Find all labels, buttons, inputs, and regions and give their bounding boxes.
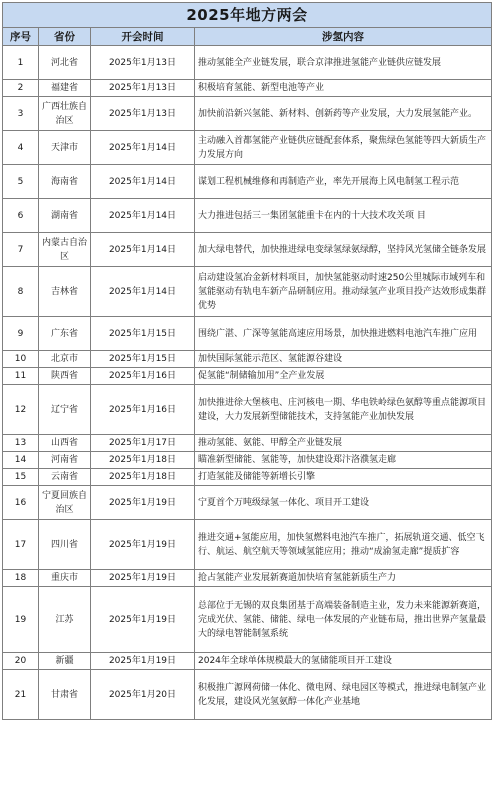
cell-content: 2024年全球单体规模最大的氢储能项目开工建设 [195,653,492,670]
cell-province: 河南省 [39,452,91,469]
cell-content: 启动建设氢冶金新材料项目，加快氢能驱动时速250公里城际市域列车和氢能驱动有轨电车新产品研制应用。推动绿氢产业项目投产达效形成集群优势 [195,267,492,317]
cell-date: 2025年1月18日 [91,452,195,469]
cell-province: 北京市 [39,351,91,368]
cell-no: 21 [3,670,39,720]
cell-date: 2025年1月15日 [91,317,195,351]
table-body [3,46,492,720]
cell-no: 19 [3,587,39,653]
cell-date: 2025年1月13日 [91,46,195,80]
cell-content: 打造氢能及储能等新增长引擎 [195,469,492,486]
cell-date: 2025年1月14日 [91,267,195,317]
cell-province: 甘肃省 [39,670,91,720]
cell-province: 天津市 [39,131,91,165]
cell-content: 围绕广湛、广深等氢能高速应用场景，加快推进燃料电池汽车推广应用 [195,317,492,351]
two-sessions-table [2,2,492,720]
cell-date: 2025年1月20日 [91,670,195,720]
cell-content: 主动融入首都氢能产业链供应链配套体系，聚焦绿色氢能等四大新质生产力发展方向 [195,131,492,165]
cell-province: 宁夏回族自治区 [39,486,91,520]
table-row [3,435,492,452]
cell-no: 3 [3,97,39,131]
table-row [3,486,492,520]
cell-date: 2025年1月19日 [91,570,195,587]
cell-content: 推动氢能、氨能、甲醇全产业链发展 [195,435,492,452]
cell-province: 湖南省 [39,199,91,233]
cell-province: 广东省 [39,317,91,351]
cell-no: 20 [3,653,39,670]
cell-no: 17 [3,520,39,570]
cell-no: 15 [3,469,39,486]
table-row [3,165,492,199]
cell-content: 加快推进徐大堡核电、庄河核电一期、华电铁岭绿色氨醇等重点能源项目建设，大力发展新型储能技术，支持氢能产业加快发展 [195,385,492,435]
cell-no: 10 [3,351,39,368]
cell-no: 12 [3,385,39,435]
table-row [3,385,492,435]
cell-no: 14 [3,452,39,469]
header-row [3,28,492,46]
cell-no: 5 [3,165,39,199]
cell-date: 2025年1月14日 [91,233,195,267]
cell-no: 7 [3,233,39,267]
table-row [3,46,492,80]
cell-content: 大力推进包括三一集团氢能重卡在内的十大技术攻关项 目 [195,199,492,233]
cell-province: 吉林省 [39,267,91,317]
cell-no: 13 [3,435,39,452]
cell-province: 云南省 [39,469,91,486]
cell-no: 4 [3,131,39,165]
table-row [3,199,492,233]
cell-content: 宁夏首个万吨级绿氢一体化、项目开工建设 [195,486,492,520]
cell-province: 新疆 [39,653,91,670]
cell-province: 内蒙古自治区 [39,233,91,267]
header-content: 涉氢内容 [195,28,492,46]
table-row [3,97,492,131]
table-container [2,2,491,720]
cell-date: 2025年1月15日 [91,351,195,368]
cell-no: 18 [3,570,39,587]
cell-date: 2025年1月18日 [91,469,195,486]
cell-province: 江苏 [39,587,91,653]
cell-province: 陕西省 [39,368,91,385]
cell-date: 2025年1月19日 [91,520,195,570]
cell-no: 2 [3,80,39,97]
table-row [3,520,492,570]
cell-content: 推进交通+氢能应用，加快氢燃料电池汽车推广，拓展轨道交通、低空飞行、航运、航空航天等领域氢能应用；推动“成渝氢走廊”提质扩容 [195,520,492,570]
cell-no: 16 [3,486,39,520]
cell-content: 总部位于无锡的双良集团基于高端装备制造主业，发力未来能源新赛道，完成光伏、氢能、储能、绿电一体发展的产业链布局，推出世界产氢量最大的绿电智能制氢系统 [195,587,492,653]
table-title: 2025年地方两会 [3,3,492,28]
cell-content: 推动氢能全产业链发展，联合京津推进氢能产业链供应链发展 [195,46,492,80]
cell-province: 山西省 [39,435,91,452]
table-row [3,317,492,351]
table-row [3,351,492,368]
cell-province: 四川省 [39,520,91,570]
cell-date: 2025年1月19日 [91,486,195,520]
table-row [3,469,492,486]
cell-no: 6 [3,199,39,233]
cell-province: 重庆市 [39,570,91,587]
cell-no: 8 [3,267,39,317]
cell-date: 2025年1月16日 [91,368,195,385]
table-row [3,587,492,653]
cell-no: 11 [3,368,39,385]
cell-content: 谋划工程机械维修和再制造产业，率先开展海上风电制氢工程示范 [195,165,492,199]
cell-province: 海南省 [39,165,91,199]
header-no: 序号 [3,28,39,46]
cell-content: 瞄准新型储能、氢能等，加快建设郑汴洛濮氢走廊 [195,452,492,469]
table-row [3,570,492,587]
cell-content: 加快国际氢能示范区、氢能源谷建设 [195,351,492,368]
cell-content: 积极培育氢能、新型电池等产业 [195,80,492,97]
cell-content: 加快前沿新兴氢能、新材料、创新药等产业发展，大力发展氢能产业。 [195,97,492,131]
cell-province: 河北省 [39,46,91,80]
cell-content: 积极推广源网荷储一体化、微电网、绿电园区等模式，推进绿电制氢产业化发展，建设风光氢氨醇一体化产业基地 [195,670,492,720]
cell-province: 福建省 [39,80,91,97]
table-row [3,233,492,267]
header-province: 省份 [39,28,91,46]
table-row [3,653,492,670]
cell-content: 抢占氢能产业发展新赛道加快培育氢能新质生产力 [195,570,492,587]
table-row [3,80,492,97]
cell-date: 2025年1月16日 [91,385,195,435]
cell-no: 1 [3,46,39,80]
table-row [3,368,492,385]
table-row [3,452,492,469]
cell-province: 广西壮族自治区 [39,97,91,131]
cell-date: 2025年1月13日 [91,97,195,131]
cell-date: 2025年1月19日 [91,587,195,653]
cell-date: 2025年1月17日 [91,435,195,452]
cell-no: 9 [3,317,39,351]
cell-province: 辽宁省 [39,385,91,435]
header-date: 开会时间 [91,28,195,46]
cell-content: 加大绿电替代，加快推进绿电变绿氢绿氨绿醇，坚持风光氢储全链条发展 [195,233,492,267]
cell-date: 2025年1月13日 [91,80,195,97]
cell-date: 2025年1月14日 [91,165,195,199]
table-row [3,267,492,317]
cell-date: 2025年1月14日 [91,199,195,233]
table-row [3,670,492,720]
cell-date: 2025年1月19日 [91,653,195,670]
cell-content: 促氢能“制储输加用”全产业发展 [195,368,492,385]
table-row [3,131,492,165]
cell-date: 2025年1月14日 [91,131,195,165]
